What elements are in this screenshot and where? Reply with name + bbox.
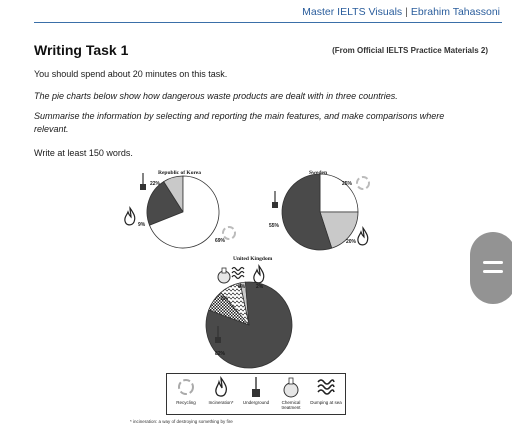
legend-label: Incineration* [208,400,234,405]
task-source: (From Official IELTS Practice Materials 2) [332,46,488,55]
chart-title-sweden: Sweden [309,170,328,176]
waves-icon [316,376,336,398]
flame-icon [358,228,368,245]
recycle-icon [357,177,369,189]
chart-legend [166,373,346,415]
author-name: Ebrahim Tahassoni [410,6,500,18]
legend-item-dumping [309,376,343,405]
legend-label: Chemical treatment [281,400,301,410]
pct-label-uk-dumping: 8% [238,284,246,290]
legend-item-underground [239,376,273,405]
recycle-icon [176,376,196,398]
header-separator: | [405,6,408,18]
pct-label-uk-underground: 82% [215,351,226,357]
shovel-icon [140,173,146,190]
pct-label-uk-incineration: 2% [256,284,264,290]
flame-icon [125,208,135,225]
flask-icon [218,268,230,283]
chart-title-korea: Republic of Korea [158,170,201,176]
task-title: Writing Task 1 [34,42,129,58]
legend-item-recycling [169,376,203,405]
waves-icon [232,268,244,279]
legend-item-incineration [204,376,238,405]
legend-label: Recycling [176,400,196,405]
menu-icon [483,261,503,264]
time-instruction: You should spend about 20 minutes on this task. [34,69,228,79]
pct-label-uk-chemical: 8% [221,296,229,302]
chart-title-uk: United Kingdom [233,256,273,262]
pct-label-korea-incineration: 9% [138,222,146,228]
menu-icon [483,270,503,273]
brand-name: Master IELTS Visuals [302,6,403,18]
pct-label-korea-underground: 22% [150,181,161,187]
footnote: * incineration: a way of destroying something by fire [130,419,233,424]
floating-menu-button[interactable] [470,232,512,304]
legend-label: Underground [242,400,270,405]
pct-label-sweden-incineration: 20% [346,239,357,245]
summary-instruction: Summarise the information by selecting and reporting the main features, and make comparisons where relevant. [34,111,445,134]
task-prompt: The pie charts below show how dangerous waste products are dealt with in three countries. [34,91,398,101]
shovel-icon [246,376,266,398]
pct-label-sweden-recycling: 25% [342,181,353,187]
shovel-icon [272,191,278,208]
pct-label-korea-recycling: 69% [215,238,226,244]
pie-slice-recycling [320,174,358,212]
flask-icon [281,376,301,398]
flame-icon [211,376,231,398]
word-count-instruction: Write at least 150 words. [34,148,133,158]
legend-label: Dumping at sea [310,400,342,405]
legend-item-chemical [274,376,308,410]
pct-label-sweden-underground: 55% [269,223,280,229]
flame-icon [254,266,264,283]
